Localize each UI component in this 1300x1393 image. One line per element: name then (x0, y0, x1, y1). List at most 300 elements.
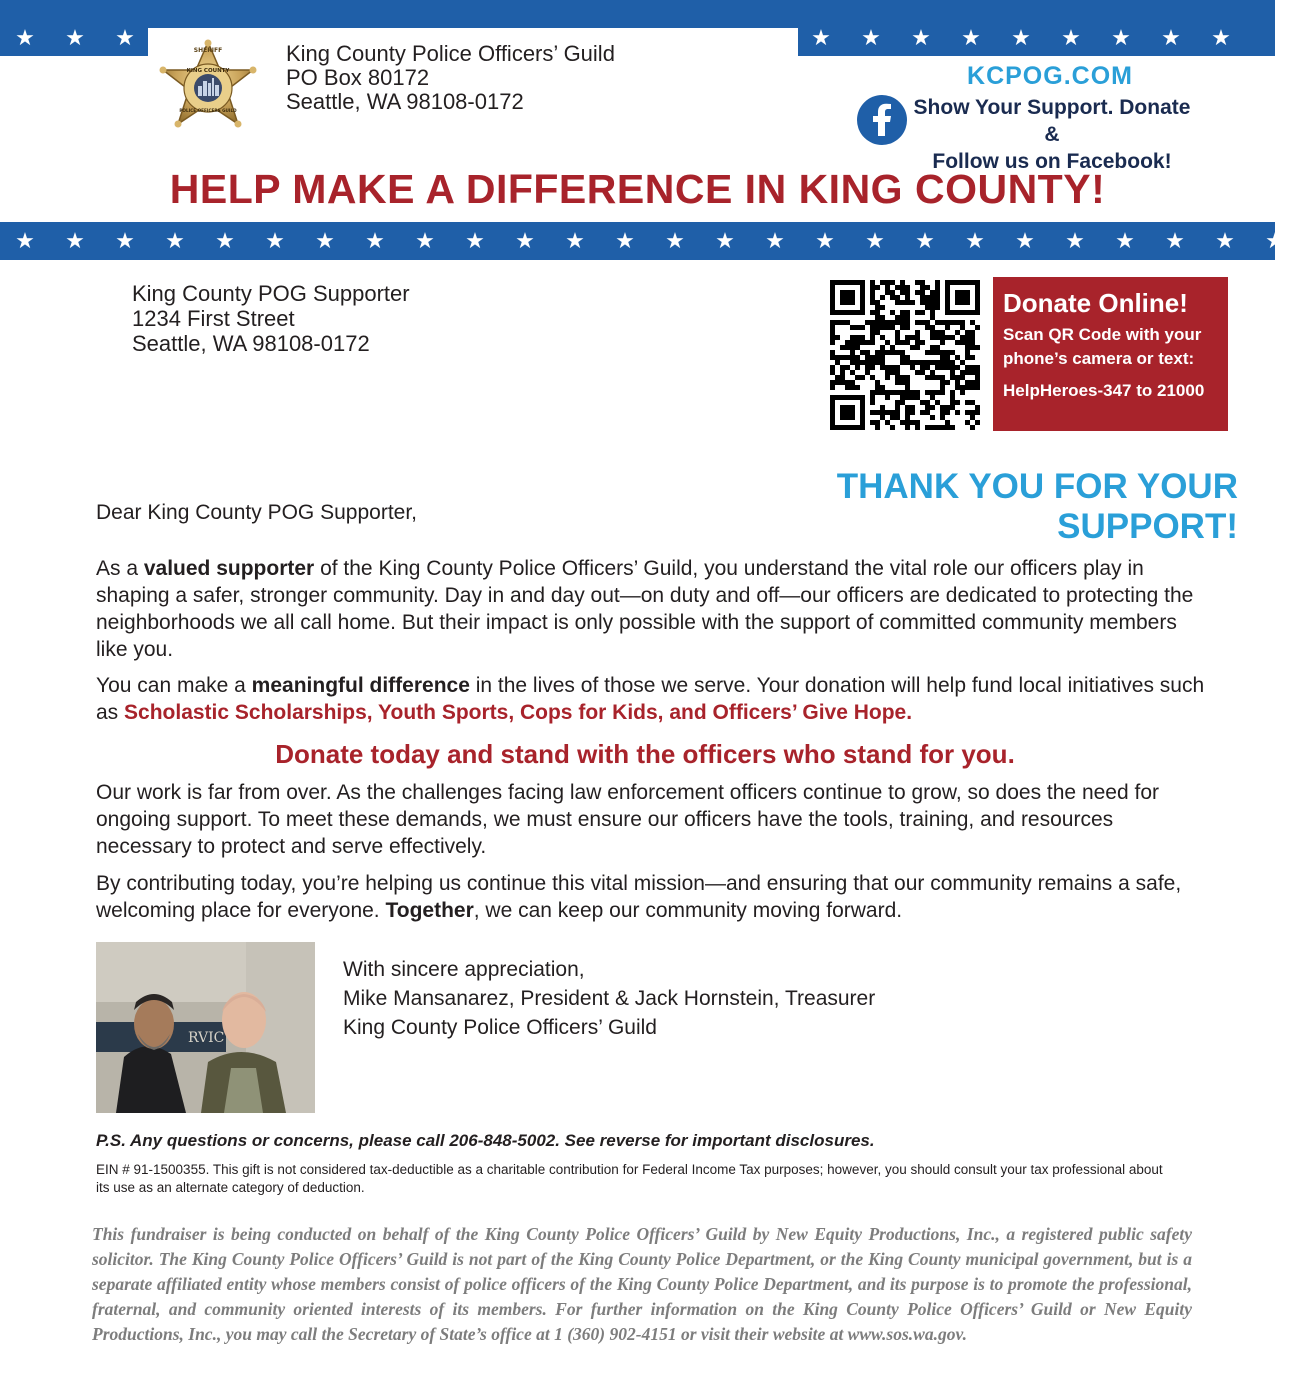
qr-module (935, 305, 940, 310)
qr-module (930, 345, 935, 350)
star-icon: ★ (15, 25, 35, 50)
qr-module (945, 320, 950, 325)
qr-module (930, 370, 935, 375)
qr-module (955, 330, 960, 335)
qr-module (875, 305, 880, 310)
qr-module (870, 285, 875, 290)
qr-module (865, 365, 870, 370)
qr-module (890, 310, 895, 315)
star-icon: ★ (1015, 228, 1035, 253)
qr-module (970, 330, 975, 335)
postscript: P.S. Any questions or concerns, please call 206-848-5002. See reverse for important disclosures. (96, 1131, 875, 1150)
qr-module (930, 300, 935, 305)
qr-module (865, 350, 870, 355)
qr-module (970, 320, 975, 325)
qr-code[interactable] (830, 280, 980, 430)
sheriff-star-badge-logo (158, 40, 258, 140)
qr-module (945, 350, 950, 355)
qr-module (935, 365, 940, 370)
qr-module (900, 300, 905, 305)
qr-module (950, 335, 955, 340)
star-icon: ★ (1165, 228, 1185, 253)
qr-module (920, 365, 925, 370)
qr-module (880, 325, 885, 330)
star-icon: ★ (1215, 228, 1235, 253)
qr-module (845, 365, 850, 370)
qr-module (895, 335, 900, 340)
qr-module (965, 410, 970, 415)
qr-module (885, 340, 890, 345)
paragraph-3: Our work is far from over. As the challenges facing law enforcement officers continue to grow, so does the need for ongoing support. To meet these demands, we must ensure our officers have the tools, training, and resources necessary to protect and serve effectively. (96, 781, 1160, 858)
qr-module (850, 340, 855, 345)
qr-module (890, 290, 895, 295)
qr-module (935, 330, 940, 335)
qr-module (915, 290, 920, 295)
star-icon: ★ (665, 228, 685, 253)
qr-module (950, 425, 955, 430)
qr-module (900, 380, 905, 385)
qr-module (935, 345, 940, 350)
qr-module (975, 375, 980, 380)
qr-module (970, 340, 975, 345)
qr-module (905, 390, 910, 395)
qr-module (955, 410, 960, 415)
qr-module (840, 365, 845, 370)
qr-module (870, 365, 875, 370)
signature-block (343, 955, 875, 1042)
qr-module (950, 350, 955, 355)
qr-module (855, 340, 860, 345)
qr-module (900, 310, 905, 315)
qr-module (890, 415, 895, 420)
qr-module (945, 355, 950, 360)
qr-module (905, 355, 910, 360)
closing: With sincere appreciation, (343, 958, 585, 981)
star-icon: ★ (15, 228, 35, 253)
qr-module (830, 380, 835, 385)
qr-module (945, 325, 950, 330)
qr-module (970, 335, 975, 340)
qr-module (950, 375, 955, 380)
qr-module (935, 375, 940, 380)
qr-module (830, 335, 835, 340)
qr-module (915, 280, 920, 285)
qr-module (925, 320, 930, 325)
qr-module (875, 390, 880, 395)
qr-module (870, 390, 875, 395)
qr-module (910, 345, 915, 350)
qr-module (925, 365, 930, 370)
qr-module (890, 280, 895, 285)
qr-module (925, 405, 930, 410)
top-right-stars (796, 27, 1275, 49)
qr-module (875, 310, 880, 315)
qr-module (945, 380, 950, 385)
qr-module (900, 320, 905, 325)
thank-you-heading: THANK YOU FOR YOUR SUPPORT! (836, 467, 1238, 546)
qr-module (965, 365, 970, 370)
qr-module (905, 415, 910, 420)
qr-module (850, 350, 855, 355)
qr-module (835, 380, 840, 385)
qr-module (950, 365, 955, 370)
qr-module (915, 395, 920, 400)
qr-module (930, 295, 935, 300)
qr-module (870, 330, 875, 335)
star-icon: ★ (465, 228, 485, 253)
qr-module (840, 380, 845, 385)
qr-module (900, 390, 905, 395)
qr-module (935, 350, 940, 355)
qr-module (930, 395, 935, 400)
qr-module (870, 295, 875, 300)
star-icon: ★ (215, 228, 235, 253)
qr-module (930, 405, 935, 410)
badge-bottom-text: POLICE OFFICERS GUILD (179, 108, 237, 113)
star-icon: ★ (965, 228, 985, 253)
qr-module (895, 330, 900, 335)
qr-module (910, 410, 915, 415)
initiatives-list: Scholastic Scholarships, Youth Sports, Cops for Kids, and Officers’ Give Hope. (124, 701, 913, 724)
qr-module (890, 365, 895, 370)
qr-module (870, 340, 875, 345)
qr-module (875, 285, 880, 290)
qr-module (950, 400, 955, 405)
qr-module (860, 325, 865, 330)
qr-module (925, 390, 930, 395)
qr-module (905, 295, 910, 300)
qr-module (885, 325, 890, 330)
qr-module (895, 375, 900, 380)
qr-module (830, 340, 835, 345)
qr-module (935, 295, 940, 300)
qr-module (870, 325, 875, 330)
recipient-address (132, 281, 410, 356)
qr-module (885, 285, 890, 290)
qr-module (975, 385, 980, 390)
qr-module (950, 405, 955, 410)
qr-module (965, 420, 970, 425)
qr-module (875, 325, 880, 330)
qr-module (975, 345, 980, 350)
recipient-name: King County POG Supporter (132, 281, 410, 306)
qr-module (885, 390, 890, 395)
qr-module (940, 390, 945, 395)
qr-module (970, 425, 975, 430)
qr-module (955, 355, 960, 360)
qr-module (935, 320, 940, 325)
qr-module (915, 320, 920, 325)
qr-module (870, 280, 875, 285)
qr-module (955, 385, 960, 390)
officers-photo (96, 942, 315, 1113)
qr-module (920, 340, 925, 345)
qr-module (900, 395, 905, 400)
qr-module (895, 415, 900, 420)
qr-module (830, 330, 835, 335)
qr-module (880, 410, 885, 415)
qr-module (915, 335, 920, 340)
qr-module (910, 390, 915, 395)
qr-module (890, 345, 895, 350)
qr-module (935, 425, 940, 430)
signer-names: Mike Mansanarez, President & Jack Hornstein, Treasurer (343, 987, 876, 1010)
qr-module (845, 380, 850, 385)
star-icon: ★ (1111, 25, 1131, 50)
org-name: King County Police Officers’ Guild (286, 41, 615, 66)
paragraph-1: As a valued supporter of the King County Police Officers’ Guild, you understand the vital role our officers play in shaping a safer, stronger community. Day in and day out—on duty and off—our officers are dedicated to protecting the neighborhoods we all call home. But their impact is only possible with the support of committed community members like you. (96, 557, 1194, 661)
qr-module (880, 415, 885, 420)
qr-module (905, 385, 910, 390)
qr-module (845, 320, 850, 325)
qr-module (965, 345, 970, 350)
top-bar (148, 0, 798, 28)
qr-module (830, 320, 835, 325)
star-icon: ★ (861, 25, 881, 50)
qr-module (880, 320, 885, 325)
qr-module (900, 350, 905, 355)
qr-module (935, 360, 940, 365)
qr-module (875, 385, 880, 390)
signer-org: King County Police Officers’ Guild (343, 1016, 657, 1039)
star-icon: ★ (265, 228, 285, 253)
qr-module (845, 345, 850, 350)
star-icon: ★ (961, 25, 981, 50)
qr-module (915, 310, 920, 315)
qr-module (890, 410, 895, 415)
star-icon: ★ (1265, 228, 1285, 253)
star-icon: ★ (1065, 228, 1085, 253)
qr-module (880, 315, 885, 320)
qr-module (950, 320, 955, 325)
star-icon: ★ (315, 228, 335, 253)
qr-module (845, 355, 850, 360)
qr-module (950, 395, 955, 400)
qr-module (895, 390, 900, 395)
recipient-street: 1234 First Street (132, 306, 295, 331)
qr-module (935, 335, 940, 340)
qr-module (860, 340, 865, 345)
qr-module (960, 360, 965, 365)
qr-module (875, 300, 880, 305)
qr-module (910, 420, 915, 425)
qr-module (965, 380, 970, 385)
star-icon: ★ (365, 228, 385, 253)
qr-module (905, 335, 910, 340)
recipient-city-state: Seattle, WA 98108-0172 (132, 331, 370, 356)
qr-module (960, 335, 965, 340)
qr-module (870, 335, 875, 340)
qr-module (935, 300, 940, 305)
qr-module (975, 370, 980, 375)
qr-module (940, 425, 945, 430)
facebook-icon[interactable] (856, 94, 908, 146)
qr-module (875, 410, 880, 415)
qr-module (930, 350, 935, 355)
bold-together: Together (385, 899, 474, 922)
qr-module (910, 395, 915, 400)
qr-module (960, 390, 965, 395)
qr-module (905, 425, 910, 430)
qr-module (915, 360, 920, 365)
qr-module (860, 360, 865, 365)
qr-module (850, 360, 855, 365)
qr-module (830, 325, 835, 330)
qr-module (905, 290, 910, 295)
paragraph-4: By contributing today, you’re helping us continue this vital mission—and ensuring that our community remains a safe, welcoming place for everyone. Together, we can keep our community moving forward. (96, 872, 1182, 922)
donate-box-title: Donate Online! (1003, 288, 1188, 318)
qr-module (920, 300, 925, 305)
qr-module (835, 335, 840, 340)
qr-module (925, 295, 930, 300)
qr-module (915, 330, 920, 335)
qr-module (885, 420, 890, 425)
qr-module (855, 365, 860, 370)
qr-module (970, 365, 975, 370)
qr-module (960, 385, 965, 390)
qr-module (905, 375, 910, 380)
qr-module (945, 405, 950, 410)
qr-module (870, 395, 875, 400)
qr-module (850, 370, 855, 375)
qr-module (875, 360, 880, 365)
qr-module (945, 420, 950, 425)
qr-module (945, 365, 950, 370)
qr-module (890, 325, 895, 330)
qr-module (895, 285, 900, 290)
qr-module (885, 395, 890, 400)
qr-module (880, 350, 885, 355)
qr-module (895, 405, 900, 410)
qr-module (880, 280, 885, 285)
qr-module (935, 285, 940, 290)
qr-module (965, 385, 970, 390)
star-icon: ★ (865, 228, 885, 253)
qr-module (970, 380, 975, 385)
qr-module (925, 285, 930, 290)
qr-module (905, 285, 910, 290)
qr-module (905, 310, 910, 315)
qr-module (875, 380, 880, 385)
qr-module (875, 330, 880, 335)
qr-module (915, 345, 920, 350)
qr-module (975, 410, 980, 415)
qr-module (945, 410, 950, 415)
qr-module (855, 325, 860, 330)
qr-module (920, 370, 925, 375)
salutation: Dear King County POG Supporter, (96, 501, 417, 524)
qr-module (935, 280, 940, 285)
qr-module (920, 280, 925, 285)
qr-module (840, 345, 845, 350)
qr-module (925, 300, 930, 305)
qr-module (875, 425, 880, 430)
qr-module (930, 290, 935, 295)
qr-module (925, 410, 930, 415)
qr-module (905, 410, 910, 415)
qr-module (875, 355, 880, 360)
qr-module (930, 310, 935, 315)
photo-sign-text: RVIC (188, 1030, 225, 1046)
star-icon: ★ (65, 25, 85, 50)
qr-module (940, 330, 945, 335)
qr-module (975, 380, 980, 385)
headline: HELP MAKE A DIFFERENCE IN KING COUNTY! (169, 166, 1106, 212)
qr-module (905, 420, 910, 425)
qr-module (895, 340, 900, 345)
qr-module (945, 335, 950, 340)
qr-module (925, 425, 930, 430)
qr-module (880, 345, 885, 350)
qr-module (890, 425, 895, 430)
qr-module (930, 415, 935, 420)
qr-module (870, 420, 875, 425)
qr-module (855, 335, 860, 340)
qr-module (930, 425, 935, 430)
qr-module (965, 355, 970, 360)
bold-valued-supporter: valued supporter (143, 557, 315, 580)
paragraph-2: You can make a meaningful difference in the lives of those we serve. Your donation will help fund local initiatives such as Scholastic Scholarships, Youth Sports, Cops for Kids, and Officers’ Give Hope. (96, 674, 1205, 724)
qr-module (870, 360, 875, 365)
qr-module (905, 360, 910, 365)
star-icon: ★ (1115, 228, 1135, 253)
qr-module (870, 375, 875, 380)
qr-module (950, 370, 955, 375)
qr-module (940, 405, 945, 410)
qr-module (900, 375, 905, 380)
qr-module (885, 375, 890, 380)
qr-module (900, 280, 905, 285)
qr-module (910, 360, 915, 365)
qr-module (830, 370, 835, 375)
qr-module (840, 355, 845, 360)
qr-module (920, 290, 925, 295)
qr-module (895, 370, 900, 375)
star-icon: ★ (1211, 25, 1231, 50)
qr-module (940, 340, 945, 345)
qr-module (925, 305, 930, 310)
star-icon: ★ (615, 228, 635, 253)
qr-module (930, 335, 935, 340)
star-icon: ★ (915, 228, 935, 253)
qr-module (900, 315, 905, 320)
qr-module (910, 405, 915, 410)
qr-module (885, 290, 890, 295)
star-icon: ★ (911, 25, 931, 50)
qr-module (895, 320, 900, 325)
qr-module (895, 380, 900, 385)
qr-module (930, 325, 935, 330)
qr-module (940, 365, 945, 370)
star-icon: ★ (1061, 25, 1081, 50)
qr-module (905, 325, 910, 330)
qr-module (915, 390, 920, 395)
qr-module (970, 385, 975, 390)
qr-module (945, 360, 950, 365)
qr-module (970, 345, 975, 350)
website-link[interactable]: KCPOG.COM (967, 62, 1133, 90)
qr-module (850, 355, 855, 360)
qr-module (870, 355, 875, 360)
qr-module (830, 355, 835, 360)
qr-module (830, 350, 835, 355)
qr-module (870, 400, 875, 405)
qr-module (940, 350, 945, 355)
qr-module (880, 360, 885, 365)
qr-module (885, 320, 890, 325)
qr-module (920, 410, 925, 415)
qr-module (885, 350, 890, 355)
